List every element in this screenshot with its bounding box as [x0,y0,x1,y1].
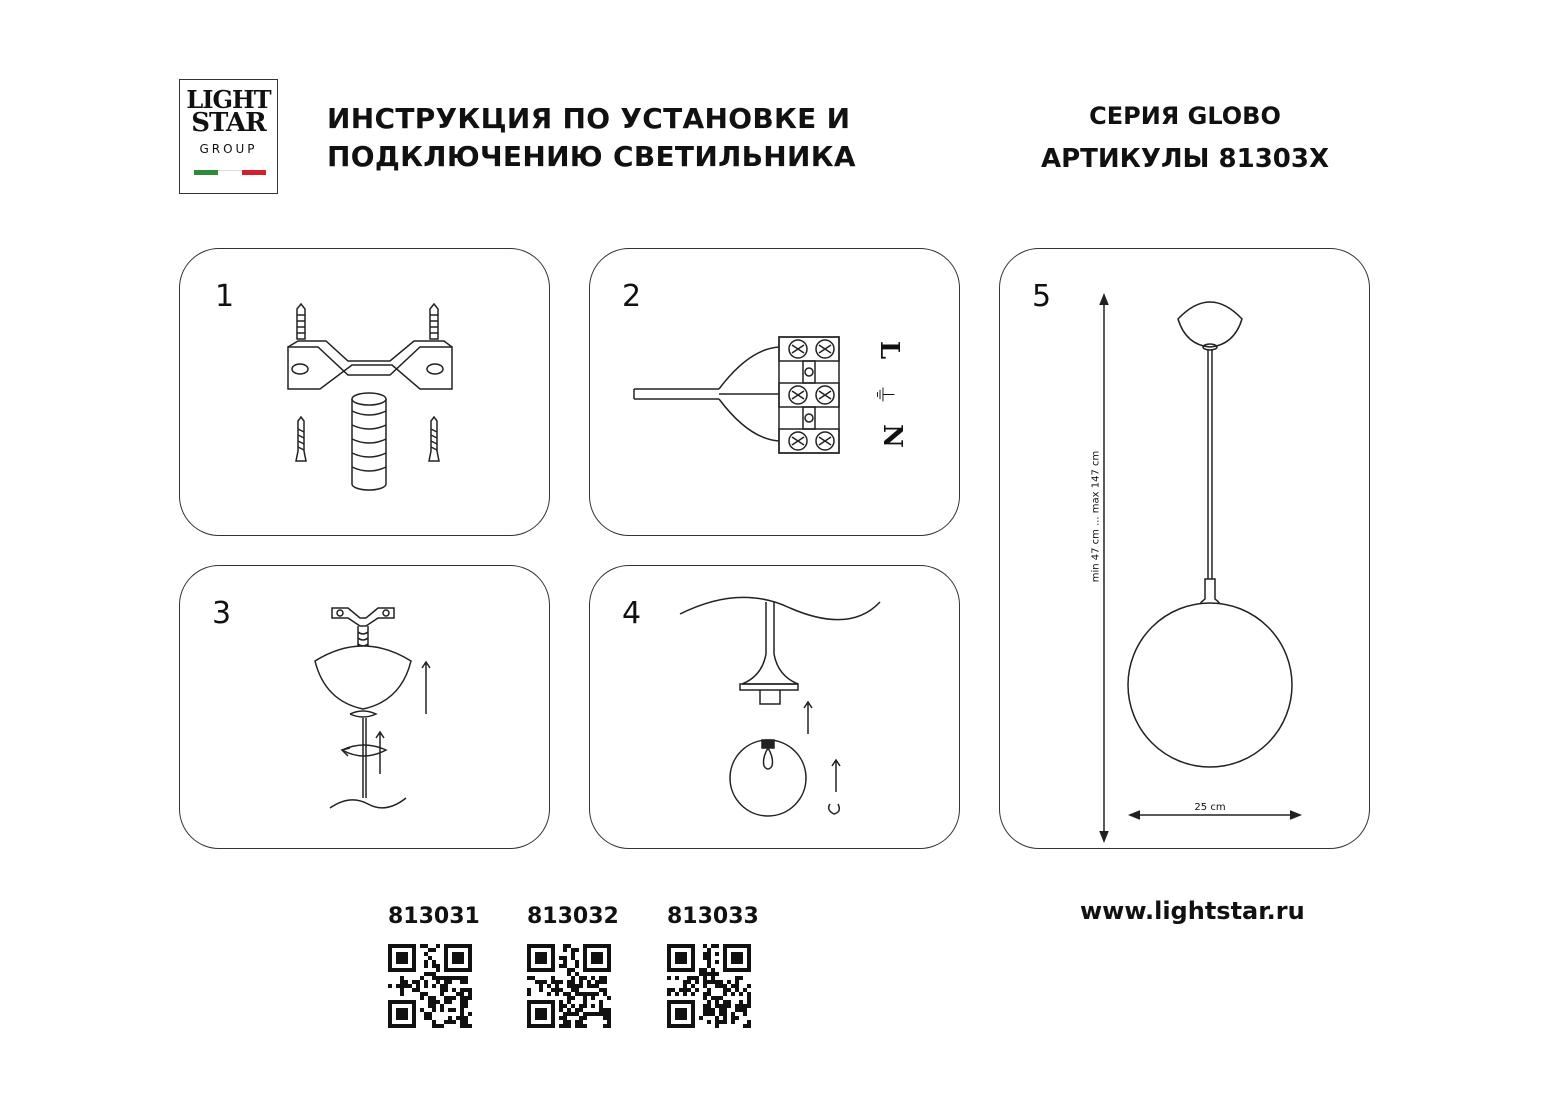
brand-logo [179,79,278,194]
step-5-panel [999,248,1370,849]
step-4-number: 4 [622,596,642,631]
series-name: СЕРИЯ GLOBO [1089,102,1281,130]
height-dimension-label: min 47 cm ... max 147 cm [1090,450,1102,583]
qr-code-813032[interactable] [527,944,611,1028]
product-code-1: 813031 [388,904,480,929]
qr-code-813033[interactable] [667,944,751,1028]
title-line-2: ПОДКЛЮЧЕНИЮ СВЕТИЛЬНИКА [327,140,856,173]
terminal-label-ground: ⏚ [870,383,896,406]
dimension-illustration [1000,249,1371,850]
flag-red [242,170,266,175]
logo-text-group: GROUP [199,142,258,156]
step-2-panel [589,248,960,536]
terminal-block-illustration [590,249,961,537]
product-code-3: 813033 [667,904,759,929]
step-2-number: 2 [622,279,642,314]
step-3-panel [179,565,550,849]
document-title [327,100,856,176]
italian-flag-stripe [194,170,266,175]
step-1-number: 1 [215,279,235,314]
flag-green [194,170,218,175]
canopy-mount-illustration [180,566,551,850]
website-link[interactable]: www.lightstar.ru [1080,897,1305,925]
logo-text-light: LIGHT [186,85,271,114]
step-4-panel [589,565,960,849]
terminal-label-live: L [874,340,905,360]
title-line-1: ИНСТРУКЦИЯ ПО УСТАНОВКЕ И [327,102,851,135]
step-3-number: 3 [212,596,232,631]
flag-white [218,170,242,175]
step-5-number: 5 [1032,279,1052,314]
terminal-label-neutral: N [876,424,907,448]
bulb-shade-illustration [590,566,961,850]
step-1-panel [179,248,550,536]
width-dimension-label: 25 cm [1194,802,1226,813]
article-numbers: АРТИКУЛЫ 81303X [1040,144,1330,174]
logo-text-star: STAR [191,108,266,138]
mounting-bracket-illustration [180,249,551,537]
qr-code-813031[interactable] [388,944,472,1028]
product-code-2: 813032 [527,904,619,929]
